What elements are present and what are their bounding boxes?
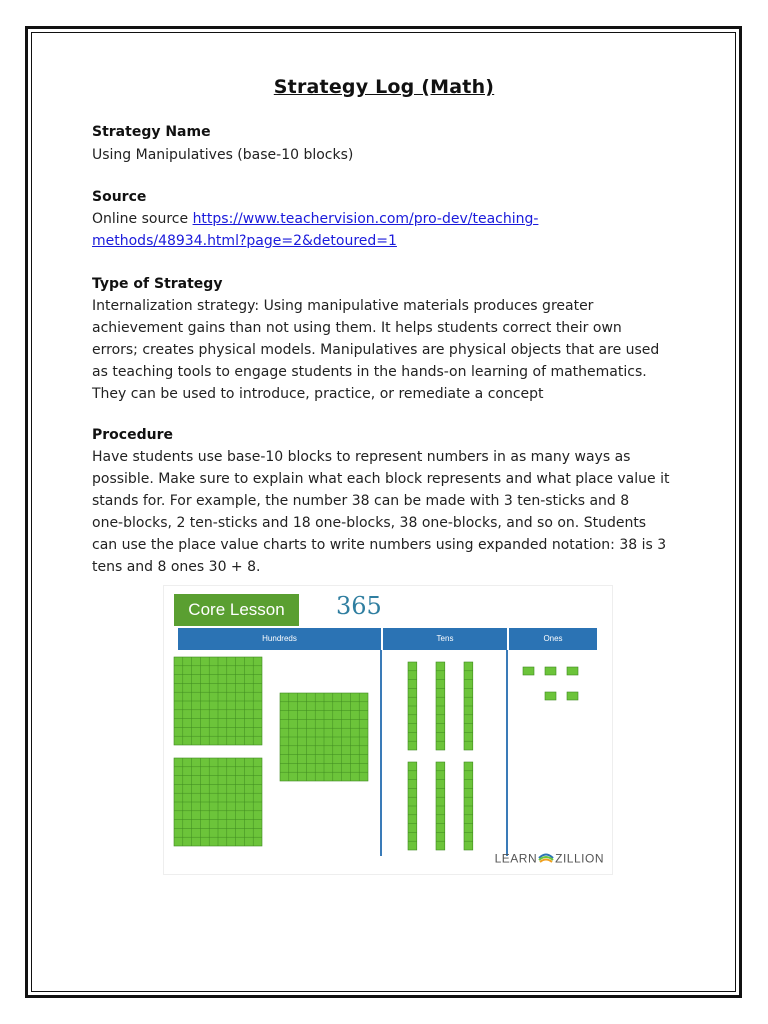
source-link-line2[interactable]: methods/48934.html?page=2&detoured=1 bbox=[92, 233, 397, 249]
source-prefix: Online source bbox=[92, 211, 193, 227]
source-text bbox=[92, 208, 538, 252]
text-line: possible. Make sure to explain what each block represents and what place value it bbox=[92, 471, 670, 487]
learnzillion-logo: LEARN ZILLION bbox=[495, 851, 604, 868]
source-heading: Source bbox=[92, 189, 147, 205]
ten-rod bbox=[408, 662, 417, 750]
text-line: They can be used to introduce, practice, or remediate a concept bbox=[92, 386, 544, 402]
procedure-heading: Procedure bbox=[92, 427, 173, 443]
ten-rod bbox=[464, 762, 473, 850]
tens-header: Tens bbox=[383, 628, 507, 650]
core-lesson-badge: Core Lesson bbox=[174, 594, 299, 626]
hundred-flat bbox=[174, 657, 262, 745]
ten-rod bbox=[436, 762, 445, 850]
blocks-drawing bbox=[164, 586, 614, 876]
hundred-flat bbox=[174, 758, 262, 846]
text-line: one-blocks, 2 ten-sticks and 18 one-blocks, 38 one-blocks, and so on. Students bbox=[92, 515, 647, 531]
text-line: as teaching tools to engage students in the hands-on learning of mathematics. bbox=[92, 364, 647, 380]
text-line: can use the place value charts to write numbers using expanded notation: 38 is 3 bbox=[92, 537, 667, 553]
type-of-strategy-heading: Type of Strategy bbox=[92, 276, 223, 292]
document-title: Strategy Log (Math) bbox=[273, 76, 495, 98]
ten-rod bbox=[464, 662, 473, 750]
ones-header: Ones bbox=[509, 628, 597, 650]
text-line: stands for. For example, the number 38 can be made with 3 ten-sticks and 8 bbox=[92, 493, 630, 509]
text-line: Internalization strategy: Using manipulative materials produces greater bbox=[92, 298, 594, 314]
one-cube bbox=[567, 692, 578, 700]
base-ten-blocks-figure bbox=[163, 585, 613, 875]
ten-rod bbox=[408, 762, 417, 850]
source-link-line1[interactable]: https://www.teachervision.com/pro-dev/teaching- bbox=[192, 211, 539, 227]
strategy-name-heading: Strategy Name bbox=[92, 124, 211, 140]
one-cube bbox=[545, 667, 556, 675]
hundreds-header: Hundreds bbox=[178, 628, 381, 650]
type-of-strategy-text bbox=[92, 295, 659, 405]
one-cube bbox=[545, 692, 556, 700]
one-cube bbox=[567, 667, 578, 675]
strategy-name-text: Using Manipulatives (base-10 blocks) bbox=[92, 147, 354, 163]
text-line: Have students use base-10 blocks to represent numbers in as many ways as bbox=[92, 449, 631, 465]
ten-rod bbox=[436, 662, 445, 750]
text-line: tens and 8 ones 30 + 8. bbox=[92, 559, 261, 575]
text-line: achievement gains than not using them. It helps students correct their own bbox=[92, 320, 622, 336]
one-cube bbox=[523, 667, 534, 675]
swirl-icon bbox=[538, 851, 554, 868]
text-line: errors; creates physical models. Manipulatives are physical objects that are used bbox=[92, 342, 660, 358]
hundred-flat bbox=[280, 693, 368, 781]
procedure-text bbox=[92, 446, 669, 578]
represented-number: 365 bbox=[336, 592, 382, 620]
